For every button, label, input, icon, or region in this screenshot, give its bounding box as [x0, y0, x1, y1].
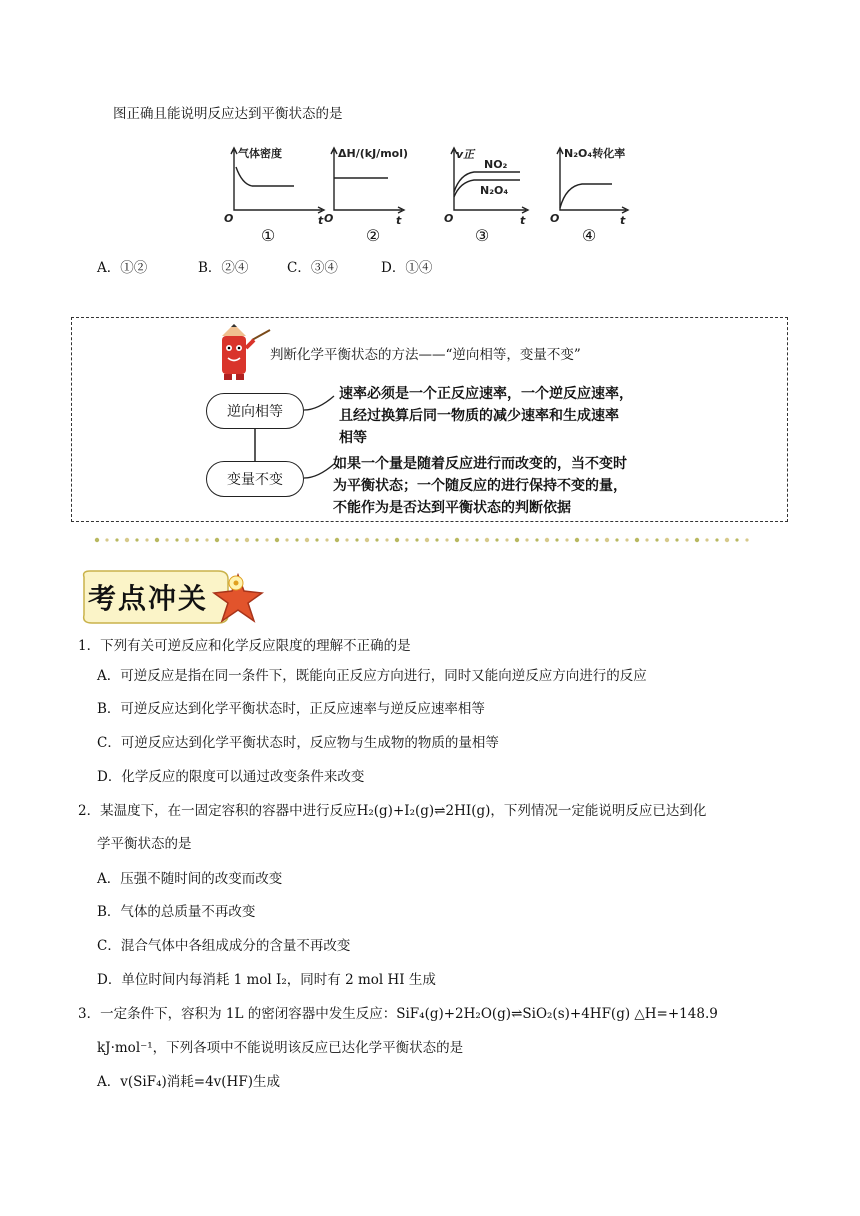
q1-option-a: A．可逆反应是指在同一条件下，既能向正反应方向进行，同时又能向逆反应方向进行的反应 — [97, 668, 647, 684]
option-b: B．②④ — [198, 260, 249, 276]
graph-3-rate — [442, 142, 562, 242]
svg-text:O: O — [444, 212, 454, 225]
q2-stem-line1: 2．某温度下，在一固定容积的容器中进行反应H₂(g)+I₂(g)⇌2HI(g)，下列情况一定能说明反应已达到化 — [78, 803, 707, 819]
pencil-teacher-icon — [212, 322, 272, 382]
intro-text: 图正确且能说明反应达到平衡状态的是 — [113, 106, 343, 122]
bubble-variable-constant: 变量不变 — [206, 461, 304, 497]
q1-stem: 1．下列有关可逆反应和化学反应限度的理解不正确的是 — [78, 638, 411, 654]
q1-option-d: D．化学反应的限度可以通过改变条件来改变 — [97, 769, 365, 785]
graph-1-ylabel: 气体密度 — [238, 147, 282, 160]
svg-text:O: O — [550, 212, 560, 225]
graph-1-number: ① — [260, 226, 276, 245]
q2-option-a: A．压强不随时间的改变而改变 — [97, 871, 283, 887]
graph-2-ylabel: ΔH/(kJ/mol) — [338, 147, 409, 160]
bubble-reverse-equal: 逆向相等 — [206, 393, 304, 429]
tip-title: 判断化学平衡状态的方法——“逆向相等，变量不变” — [270, 347, 581, 363]
svg-text:t: t — [620, 214, 626, 227]
q3-stem-line2: kJ·mol⁻¹，下列各项中不能说明该反应已达化学平衡状态的是 — [97, 1040, 464, 1056]
graph-4-ylabel: N₂O₄转化率 — [564, 147, 626, 160]
svg-text:t: t — [520, 214, 526, 227]
banner-title: 考点冲关 — [88, 582, 209, 615]
option-c: C．③④ — [287, 260, 338, 276]
tip-text-1: 速率必须是一个正反应速率，一个逆反应速率， 且经过换算后同一物质的减少速率和生成速率 相等 — [339, 386, 633, 446]
q2-reaction: H₂(g)+I₂(g)⇌2HI(g) — [356, 803, 491, 819]
q1-option-b: B．可逆反应达到化学平衡状态时，正反应速率与逆反应速率相等 — [97, 701, 485, 717]
option-d: D．①④ — [381, 260, 433, 276]
graph-2-number: ② — [365, 226, 381, 245]
graph-3-number: ③ — [474, 226, 490, 245]
svg-text:O: O — [324, 212, 334, 225]
section-banner — [78, 567, 268, 627]
q1-option-c: C．可逆反应达到化学平衡状态时，反应物与生成物的物质的量相等 — [97, 735, 499, 751]
graph-4-conversion — [548, 142, 668, 242]
q2-option-b: B．气体的总质量不再改变 — [97, 904, 256, 920]
svg-text:t: t — [396, 214, 402, 227]
graph-3-label-no2: NO₂ — [484, 158, 508, 171]
graph-4-number: ④ — [581, 226, 597, 245]
svg-text:O: O — [224, 212, 234, 225]
q3-stem-line1: 3．一定条件下，容积为 1L 的密闭容器中发生反应：SiF₄(g)+2H₂O(g)⇌SiO₂(s)+4HF(g) △H=+148.9 — [78, 1006, 718, 1022]
svg-text:t: t — [318, 214, 324, 227]
graph-3-ylabel: v正 — [456, 148, 475, 161]
q2-option-d: D．单位时间内每消耗 1 mol I₂，同时有 2 mol HI 生成 — [97, 972, 436, 988]
decorative-divider — [92, 535, 752, 545]
q3-option-a: A．v(SiF₄)消耗=4v(HF)生成 — [97, 1074, 280, 1090]
tip-text-2: 如果一个量是随着反应进行而改变的，当不变时 为平衡状态；一个随反应的进行保持不变的量， 不能作为是否达到平衡状态的判断依据 — [333, 456, 627, 516]
q2-option-c: C．混合气体中各组成成分的含量不再改变 — [97, 938, 351, 954]
graph-3-label-n2o4: N₂O₄ — [480, 184, 509, 197]
option-a: A．①② — [97, 260, 148, 276]
q2-stem-line2: 学平衡状态的是 — [97, 836, 192, 852]
